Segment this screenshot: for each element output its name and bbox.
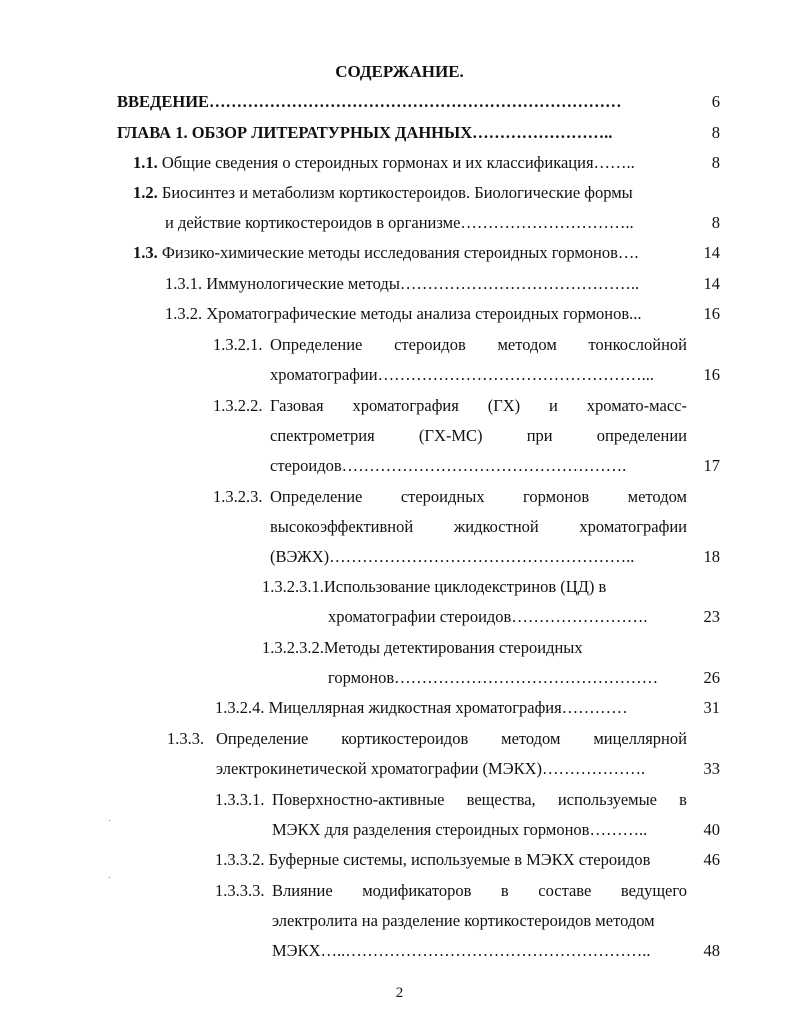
toc-title: СОДЕРЖАНИЕ. [335, 62, 464, 81]
section-number: 1.3.2. [165, 304, 203, 323]
word: ведущего [620, 881, 687, 900]
section-title: Мицеллярная жидкостная хроматография………… [268, 698, 628, 717]
section-title [270, 487, 687, 507]
section-number: 1.3.1. [165, 274, 203, 293]
word: используемые [557, 790, 657, 809]
section-title-continuation: стероидов……………………………………………. [270, 456, 627, 475]
word: Газовая [270, 396, 324, 415]
toc-entry-1-3-2-3-2[interactable] [262, 638, 583, 658]
word: хроматографии [579, 517, 687, 536]
section-number: 1.1. [133, 153, 158, 172]
word: (ГХ) [487, 396, 521, 415]
word: мицеллярной [593, 729, 687, 748]
section-number: 1.2. [133, 183, 158, 202]
word: определении [596, 426, 687, 445]
word: вещества, [466, 790, 536, 809]
toc-entry-1-3-3[interactable] [167, 729, 204, 749]
toc-page-number: 14 [703, 243, 720, 262]
section-title: Методы детектирования стероидных [323, 638, 583, 657]
toc-entry-1-3[interactable] [133, 243, 639, 263]
word: жидкостной [453, 517, 539, 536]
word: в [500, 881, 509, 900]
section-title [270, 396, 687, 416]
section-number: 1.3.2.3. [213, 487, 263, 506]
section-number: 1.3. [133, 243, 158, 262]
section-number: 1.3.3.2. [215, 850, 265, 869]
scan-artifact [109, 820, 110, 821]
section-title-continuation: электрокинетической хроматографии (МЭКХ)………………. [216, 759, 646, 778]
toc-page-number: 17 [703, 456, 720, 475]
word: Определение [270, 335, 363, 354]
section-title-continuation: МЭКХ…..……………………………………………….. [272, 941, 651, 960]
word: тонкослойной [588, 335, 687, 354]
section-title-line-2: электролита на разделение кортикостероидов методом [272, 911, 655, 930]
section-title-continuation: и действие кортикостероидов в организме………………………….. [165, 213, 634, 232]
toc-entry-1-2[interactable] [133, 183, 633, 203]
word: методом [497, 335, 557, 354]
section-title-continuation: (ВЭЖХ)……………………………………………….. [270, 547, 635, 566]
section-title: Общие сведения о стероидных гормонах и их классификация…….. [161, 153, 635, 172]
word: кортикостероидов [341, 729, 469, 748]
section-title: Использование циклодекстринов (ЦД) в [323, 577, 607, 596]
word: стероидов [394, 335, 466, 354]
page-number-footer: 2 [395, 985, 404, 1001]
toc-page-number: 8 [711, 153, 720, 172]
section-number: 1.3.3. [167, 729, 205, 748]
word: Поверхностно-активные [272, 790, 445, 809]
toc-entry-chapter-1[interactable]: ГЛАВА 1. ОБЗОР ЛИТЕРАТУРНЫХ ДАННЫХ…………………….. [117, 123, 613, 142]
section-number: 1.3.2.4. [215, 698, 265, 717]
section-title [272, 881, 687, 901]
section-title: Буферные системы, используемые в МЭКХ стероидов [268, 850, 651, 869]
toc-entry-1-1[interactable] [133, 153, 635, 173]
section-title: Физико-химические методы исследования стероидных гормонов…. [161, 243, 639, 262]
word: Определение [216, 729, 309, 748]
section-title-line-2 [270, 517, 687, 537]
toc-page-number: 6 [711, 92, 720, 111]
toc-page-number: 18 [703, 547, 720, 566]
toc-page-number: 31 [703, 698, 720, 717]
toc-entry-1-3-3-1[interactable] [215, 790, 265, 810]
word: составе [538, 881, 592, 900]
section-title [270, 335, 687, 355]
section-title: Иммунологические методы…………………………………….. [206, 274, 640, 293]
toc-page-number: 33 [703, 759, 720, 778]
toc-entry-1-3-2-1[interactable] [213, 335, 263, 355]
word: стероидных [400, 487, 485, 506]
toc-page-number: 8 [711, 213, 720, 232]
word: Определение [270, 487, 363, 506]
section-title-continuation: хроматографии…………………………………………... [270, 365, 654, 384]
toc-page-number: 8 [711, 123, 720, 142]
toc-entry-introduction[interactable]: ВВЕДЕНИЕ………………………………………………………………… [117, 92, 622, 111]
section-number: 1.3.2.1. [213, 335, 263, 354]
word: методом [627, 487, 687, 506]
section-title-line-2 [270, 426, 687, 446]
toc-page-number: 14 [703, 274, 720, 293]
toc-page-number: 23 [703, 607, 720, 626]
word: высокоэффективной [270, 517, 414, 536]
toc-page-number: 16 [703, 304, 720, 323]
toc-page-number: 26 [703, 668, 720, 687]
section-title [272, 790, 687, 810]
word: методом [501, 729, 561, 748]
toc-page-number: 16 [703, 365, 720, 384]
toc-page-number: 40 [703, 820, 720, 839]
section-title [216, 729, 687, 749]
toc-entry-1-3-2-2[interactable] [213, 396, 263, 416]
word: (ГХ-МС) [418, 426, 483, 445]
word: в [679, 790, 687, 809]
word: модификаторов [362, 881, 472, 900]
toc-page-number: 48 [703, 941, 720, 960]
toc-entry-1-3-2-3-1[interactable] [262, 577, 606, 597]
section-number: 1.3.2.2. [213, 396, 263, 415]
word: и [549, 396, 558, 415]
word: гормонов [523, 487, 590, 506]
toc-entry-1-3-1[interactable] [165, 274, 639, 294]
toc-entry-1-3-3-2[interactable] [215, 850, 650, 870]
section-title: Хроматографические методы анализа стероидных гормонов... [206, 304, 642, 323]
section-number: 1.3.2.3.1. [262, 577, 324, 596]
word: Влияние [272, 881, 333, 900]
section-number: 1.3.3.3. [215, 881, 265, 900]
section-title-continuation: МЭКХ для разделения стероидных гормонов……….. [272, 820, 648, 839]
toc-page-number: 46 [703, 850, 720, 869]
section-title-continuation: гормонов………………………………………… [328, 668, 659, 687]
word: при [526, 426, 553, 445]
toc-entry-1-3-2-4[interactable] [215, 698, 628, 718]
scan-artifact [109, 877, 110, 878]
word: хромато-масс- [586, 396, 687, 415]
section-number: 1.3.3.1. [215, 790, 265, 809]
toc-entry-1-3-2[interactable] [165, 304, 642, 324]
toc-entry-1-3-3-3[interactable] [215, 881, 265, 901]
section-title: Биосинтез и метаболизм кортикостероидов. Биологические формы [161, 183, 633, 202]
toc-entry-1-3-2-3[interactable] [213, 487, 263, 507]
word: хроматография [352, 396, 459, 415]
section-title-continuation: хроматографии стероидов……………………. [328, 607, 648, 626]
section-number: 1.3.2.3.2. [262, 638, 324, 657]
word: спектрометрия [270, 426, 375, 445]
